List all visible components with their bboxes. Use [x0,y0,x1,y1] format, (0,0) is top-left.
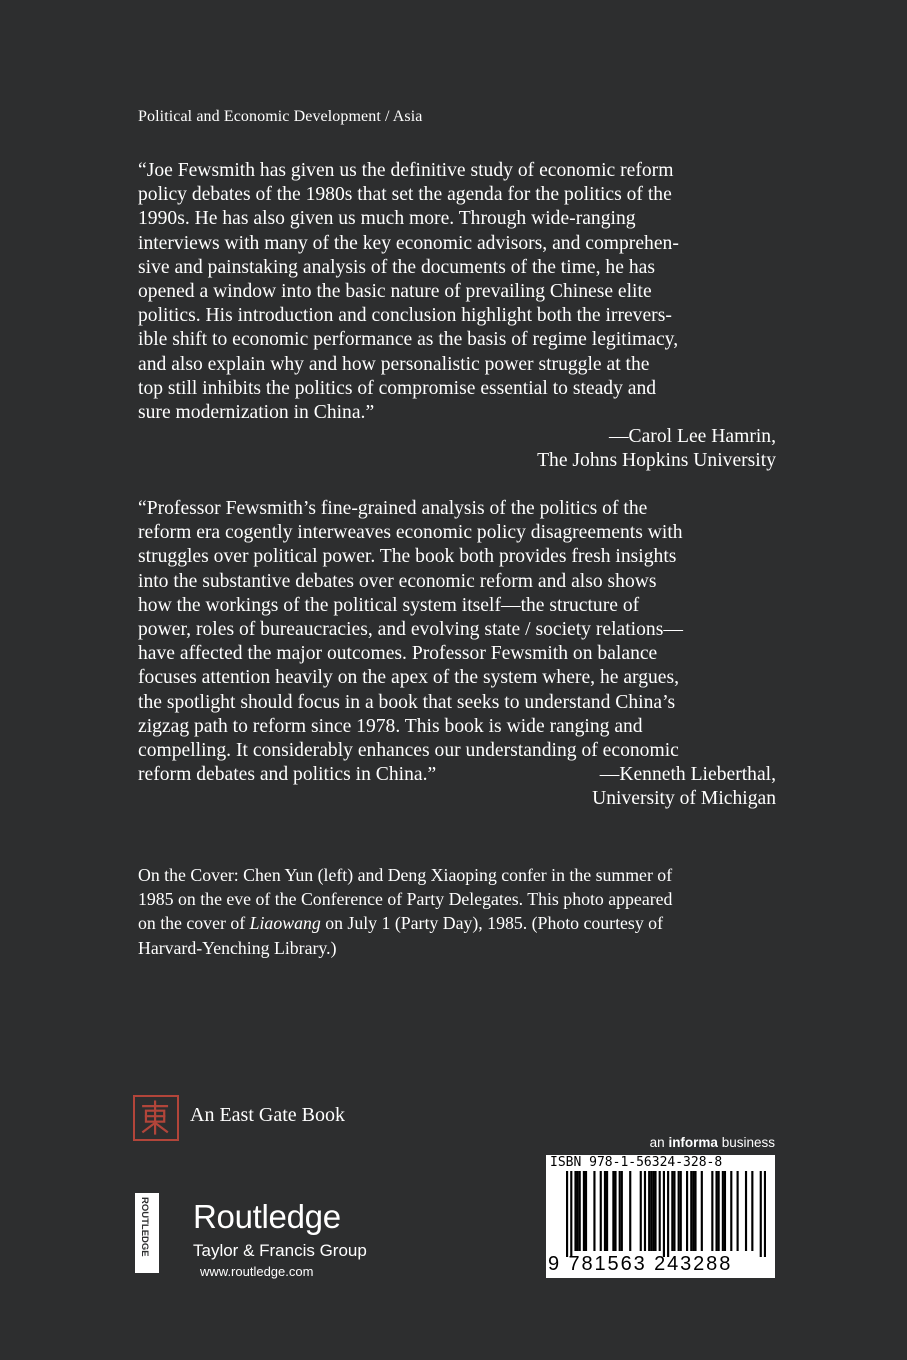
routledge-vertical-wordmark: ROUTLEDGE [139,1197,150,1257]
barcode-bar [659,1171,661,1251]
quote-line: ible shift to economic performance as the basis of regime legitimacy, [138,329,679,351]
barcode-bar [629,1171,631,1251]
quote-line: “Professor Fewsmith’s fine-grained analysis of the politics of the [138,498,648,519]
publisher-group: Taylor & Francis Group [193,1241,367,1260]
informa-tagline [650,1135,775,1150]
barcode-bar [640,1171,642,1251]
barcode-bar [654,1171,656,1251]
barcode-bar [711,1171,713,1251]
barcode-bar [673,1171,675,1251]
barcode-bar [737,1171,739,1251]
barcode-bar [680,1171,682,1251]
quote-line: zigzag path to reform since 1978. This book is wide ranging and [138,715,643,737]
cover-note-line [138,911,672,935]
quote-line: reform era cogently interweaves economic policy disagreements with [138,522,683,544]
barcode-bar [701,1171,703,1251]
barcode-bar [730,1171,732,1251]
barcode-bar [650,1171,652,1251]
barcode-bar [583,1171,585,1251]
quote-line: how the workings of the political system itself—the structure of [138,594,640,616]
barcode-bar [671,1171,673,1251]
east-gate-imprint-label: An East Gate Book [190,1104,345,1126]
attribution-hamrin [537,425,776,473]
barcode-bar [574,1171,576,1251]
routledge-logo-icon [135,1193,159,1273]
informa-bold: informa [668,1135,718,1150]
attribution-author: —Carol Lee Hamrin, [608,426,776,447]
barcode-bar [692,1171,694,1251]
barcode-bar [600,1171,602,1251]
quote-line: and also explain why and how personalistic power struggle at the [138,353,650,375]
cover-note-line: 1985 on the eve of the Conference of Party Delegates. This photo appeared [138,889,673,910]
quote-line: power, roles of bureaucracies, and evolving state / society relations— [138,619,683,641]
quote-line: top still inhibits the politics of compromise essential to steady and [138,377,657,399]
quote-line: the spotlight should focus in a book that seeks to understand China’s [138,691,676,713]
quote-line: sive and painstaking analysis of the documents of the time, he has [138,256,655,278]
barcode-guard-bar [570,1171,572,1257]
barcode-bar [614,1171,616,1251]
barcode-bar [577,1171,579,1251]
publisher-url: www.routledge.com [200,1264,314,1279]
barcode-bar [619,1171,621,1251]
quote-line: opened a window into the basic nature of prevailing Chinese elite [138,281,652,303]
barcode-bar [690,1171,692,1251]
isbn-text: ISBN 978-1-56324-328-8 [550,1155,723,1170]
attribution-lieberthal [592,763,776,811]
seal-glyph-icon [135,1097,177,1139]
quote-line: focuses attention heavily on the apex of the system where, he argues, [138,667,680,689]
barcode-bar [621,1171,623,1251]
cover-note-text: on the cover of [138,913,250,934]
quote-line: sure modernization in China.” [138,402,375,424]
series-category: Political and Economic Development / Asia [138,108,423,125]
quote-line: 1990s. He has also given us much more. Through wide-ranging [138,208,636,230]
quote-line: policy debates of the 1980s that set the agenda for the politics of the [138,184,672,206]
cover-note-text: on July 1 (Party Day), 1985. (Photo courtesy of [320,913,663,934]
barcode-guard-bar [760,1171,762,1257]
informa-suffix: business [717,1135,775,1150]
barcode-bar [606,1171,608,1251]
barcode-bar [585,1171,587,1251]
attribution-affiliation: University of Michigan [592,788,776,810]
barcode [546,1155,775,1278]
attribution-author: —Kenneth Lieberthal, [599,764,776,785]
cover-note [138,863,672,960]
barcode-bar [724,1171,726,1251]
barcode-bar [745,1171,747,1251]
barcode-bar [652,1171,654,1251]
magazine-title: Liaowang [249,913,321,934]
attribution-affiliation: The Johns Hopkins University [537,450,776,472]
barcode-bar [579,1171,581,1251]
cover-note-line: Harvard-Yenching Library.) [138,937,337,958]
barcode-bar [604,1171,606,1251]
barcode-guard-bar [667,1171,669,1257]
cover-note-line: On the Cover: Chen Yun (left) and Deng Xiaoping confer in the summer of [138,865,673,885]
informa-prefix: an [649,1135,669,1150]
barcode-bar [678,1171,680,1251]
barcode-bar [694,1171,696,1251]
barcode-bar [715,1171,717,1251]
barcode-bar [751,1171,753,1251]
quote-line: reform debates and politics in China.” [138,764,437,786]
barcode-bar [612,1171,614,1251]
quote-line: into the substantive debates over economic reform and also shows [138,570,657,592]
barcode-bar [644,1171,646,1251]
east-gate-seal-icon [133,1095,179,1141]
barcode-digits: 9 781563 243288 [548,1253,733,1275]
barcode-bar [718,1171,720,1251]
barcode-bar [648,1171,650,1251]
barcode-bars [566,1171,766,1257]
review-quote-lieberthal [138,497,683,787]
quote-line: struggles over political power. The book both provides fresh insights [138,546,677,568]
quote-line: interviews with many of the key economic advisors, and comprehen- [138,232,679,254]
quote-line: politics. His introduction and conclusion highlight both the irrevers- [138,305,672,327]
quote-line: “Joe Fewsmith has given us the definitive study of economic reform [138,160,674,181]
publisher-name: Routledge [193,1198,341,1235]
barcode-guard-bar [663,1171,665,1257]
quote-line: have affected the major outcomes. Professor Fewsmith on balance [138,643,658,665]
review-quote-hamrin [138,159,679,425]
barcode-bar [593,1171,595,1251]
barcode-bar [686,1171,688,1251]
barcode-bar [722,1171,724,1251]
quote-line: compelling. It considerably enhances our understanding of economic [138,740,679,762]
barcode-guard-bar [566,1171,568,1257]
barcode-guard-bar [764,1171,766,1257]
